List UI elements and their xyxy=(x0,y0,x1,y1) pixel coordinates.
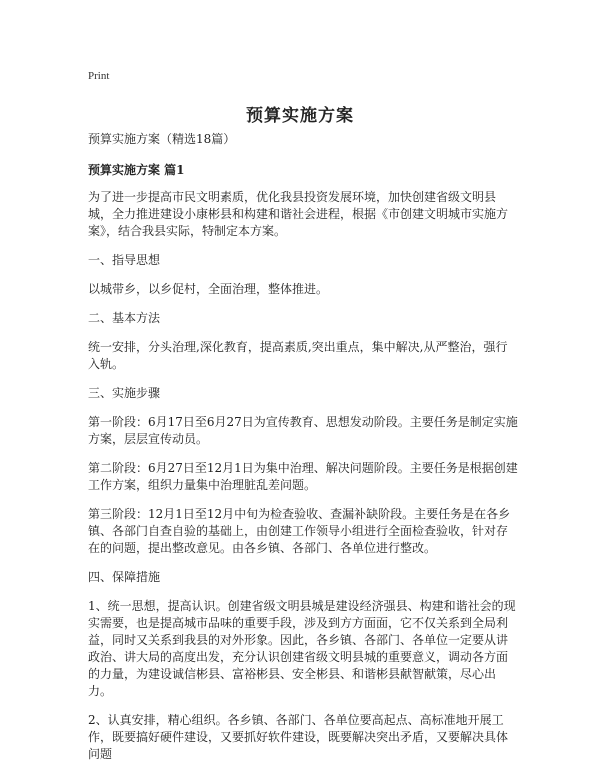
paragraph-guiding-ideology: 以城带乡，以乡促村，全面治理，整体推进。 xyxy=(88,282,329,296)
heading-implementation-steps: 三、实施步骤 xyxy=(88,386,161,400)
section-title: 预算实施方案 篇1 xyxy=(88,163,185,177)
page-title: 预算实施方案 xyxy=(246,106,354,126)
paragraph-stage-two: 第二阶段：6月27日至12月1日为集中治理、解决问题阶段。主要任务是根据创建工作方案，组织力量集中治理脏乱差问题。 xyxy=(88,461,518,492)
document-subtitle: 预算实施方案（精选18篇） xyxy=(88,132,236,146)
heading-basic-methods: 二、基本方法 xyxy=(88,311,161,325)
heading-guiding-ideology: 一、指导思想 xyxy=(88,253,161,267)
paragraph-stage-one: 第一阶段：6月17日至6月27日为宣传教育、思想发动阶段。主要任务是制定实施方案，层层宣传动员。 xyxy=(88,415,518,446)
paragraph-basic-methods: 统一安排，分头治理,深化教育，提高素质,突出重点，集中解决,从严整治，强行入轨。 xyxy=(88,340,508,371)
paragraph-safeguard-one: 1、统一思想，提高认识。创建省级文明县城是建设经济强县、构建和谐社会的现实需要，也是提高城市品味的重要手段，涉及到方方面面，它不仅关系到全局利益，同时又关系到我县的对外形象。因此，各乡镇、各部门、各单位一定要从讲政治、讲大局的高度出发，充分认识创建省级文明县城的重要意义，调动各方面的力量，为建设诚信彬县、富裕彬县、安全彬县、和谐彬县献智献策，尽心出力。 xyxy=(88,599,516,698)
print-label: Print xyxy=(88,70,110,82)
paragraph-stage-three: 第三阶段：12月1日至12月中旬为检查验收、查漏补缺阶段。主要任务是在各乡镇、各部门自查自验的基础上，由创建工作领导小组进行全面检查验收，针对存在的问题，提出整改意见。由各乡镇、各部门、各单位进行整改。 xyxy=(88,507,511,555)
paragraph-safeguard-two: 2、认真安排，精心组织。各乡镇、各部门、各单位要高起点、高标准地开展工作，既要搞好硬件建设，又要抓好软件建设，既要解决突出矛盾，又要解决具体问题 xyxy=(88,713,509,761)
heading-safeguards: 四、保障措施 xyxy=(88,570,161,584)
document-body xyxy=(88,131,518,775)
paragraph-intro: 为了进一步提高市民文明素质，优化我县投资发展环境，加快创建省级文明县城，全力推进建设小康彬县和构建和谐社会进程，根据《市创建文明城市实施方案》，结合我县实际，特制定本方案。 xyxy=(88,190,509,238)
